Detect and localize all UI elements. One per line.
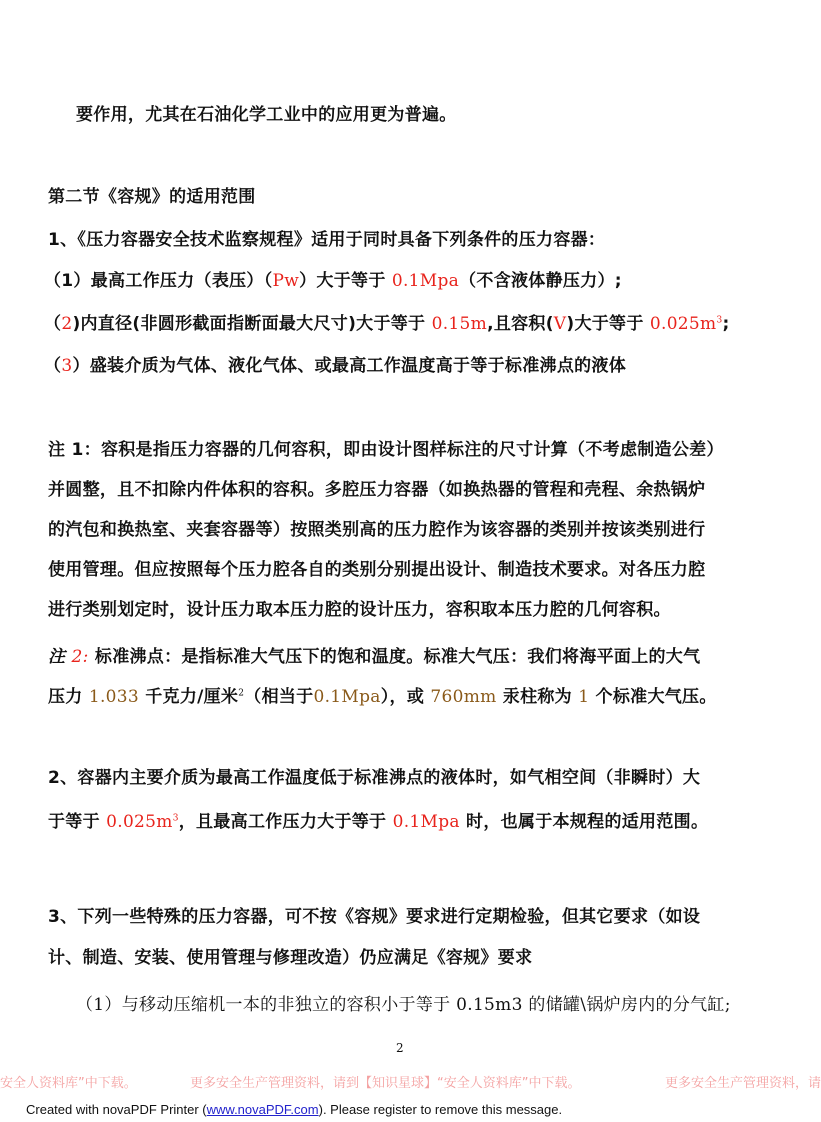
highlight: 0.1Mpa <box>391 271 460 291</box>
paragraph-line: 要作用，尤其在石油化学工业中的应用更为普遍。 <box>76 105 457 125</box>
text: （1）最高工作压力（表压）（ <box>44 271 273 291</box>
highlight: 2 <box>61 314 73 334</box>
text: 时，也属于本规程的适用范围。 <box>459 812 709 832</box>
superscript: 2 <box>238 688 245 699</box>
highlight: 0.025m <box>649 314 717 334</box>
text: （相当于 <box>244 687 314 707</box>
footer-text: Created with novaPDF Printer ( <box>26 1102 207 1117</box>
highlight: 2: <box>71 647 89 667</box>
text: ），或 <box>380 687 431 707</box>
value: 0.1Mpa <box>313 687 381 707</box>
text: ，且最高工作压力大于等于 <box>178 812 393 832</box>
paragraph-line <box>48 811 708 833</box>
footer-text: ). Please register to remove this message. <box>318 1102 563 1117</box>
highlight: 0.025m <box>106 812 173 832</box>
note-1-line: 进行类别划定时，设计压力取本压力腔的设计压力，容积取本压力腔的几何容积。 <box>48 600 671 620</box>
note-2-line <box>48 646 700 668</box>
note-2-line <box>48 686 717 708</box>
watermark-text: 安全人资料库”中下载。 <box>0 1076 137 1091</box>
text: ,且容积( <box>487 314 554 334</box>
text: )内直径(非圆形截面指断面最大尺寸)大于等于 <box>72 314 432 334</box>
text: ）盛装介质为气体、液化气体、或最高工作温度高于等于标准沸点的液体 <box>72 356 627 376</box>
page-number: 2 <box>396 1041 404 1055</box>
text: 注 <box>48 647 72 667</box>
text: 压力 <box>48 687 89 707</box>
text: （ <box>44 356 62 376</box>
condition-2 <box>44 313 730 335</box>
paragraph-line: 计、制造、安装、使用管理与修理改造）仍应满足《容规》要求 <box>48 948 533 968</box>
text: 于等于 <box>48 812 107 832</box>
note-1-line: 注 1：容积是指压力容器的几何容积，即由设计图样标注的尺寸计算（不考虑制造公差） <box>48 440 724 460</box>
section-heading: 第二节《容规》的适用范围 <box>48 187 256 207</box>
highlight: 0.1Mpa <box>392 812 460 832</box>
novapdf-link[interactable]: www.novaPDF.com <box>206 1102 319 1117</box>
value: 760mm <box>430 687 497 707</box>
paragraph-line: （1）与移动压缩机一本的非独立的容积小于等于 0.15m3 的储罐\锅炉房内的分气缸; <box>76 995 731 1015</box>
paragraph-line: 2、容器内主要介质为最高工作温度低于标准沸点的液体时，如气相空间（非瞬时）大 <box>48 768 701 788</box>
text: 汞柱称为 <box>496 687 579 707</box>
text: （ <box>44 314 62 334</box>
superscript: 3 <box>172 813 179 824</box>
text: （不含液体静压力）; <box>459 271 622 291</box>
watermark-text: 更多安全生产管理资料，请 <box>665 1076 821 1091</box>
text: ）大于等于 <box>299 271 392 291</box>
highlight: Pw <box>272 271 300 291</box>
note-1-line: 并圆整，且不扣除内件体积的容积。多腔压力容器（如换热器的管程和壳程、余热锅炉 <box>48 480 706 500</box>
value: 1 <box>578 687 590 707</box>
value: 1.033 <box>88 687 139 707</box>
highlight: 3 <box>61 356 73 376</box>
novapdf-footer <box>26 1102 562 1118</box>
condition-1 <box>44 270 622 292</box>
text: 个标准大气压。 <box>589 687 717 707</box>
paragraph-line: 1、《压力容器安全技术监察规程》适用于同时具备下列条件的压力容器： <box>48 230 606 250</box>
condition-3 <box>44 355 626 377</box>
superscript: 3 <box>716 315 723 326</box>
note-1-line: 使用管理。但应按照每个压力腔各自的类别分别提出设计、制造技术要求。对各压力腔 <box>48 560 706 580</box>
paragraph-line: 3、下列一些特殊的压力容器，可不按《容规》要求进行定期检验，但其它要求（如设 <box>48 907 701 927</box>
text: ; <box>722 314 730 334</box>
highlight: V <box>553 314 567 334</box>
highlight: 0.15m <box>431 314 488 334</box>
note-1-line: 的汽包和换热室、夹套容器等）按照类别高的压力腔作为该容器的类别并按该类别进行 <box>48 520 706 540</box>
text: )大于等于 <box>566 314 650 334</box>
text: 千克力/厘米 <box>139 687 239 707</box>
text: 标准沸点：是指标准大气压下的饱和温度。标准大气压：我们将海平面上的大气 <box>88 647 701 667</box>
watermark-text: 更多安全生产管理资料，请到【知识星球】“安全人资料库”中下载。 <box>190 1076 581 1091</box>
